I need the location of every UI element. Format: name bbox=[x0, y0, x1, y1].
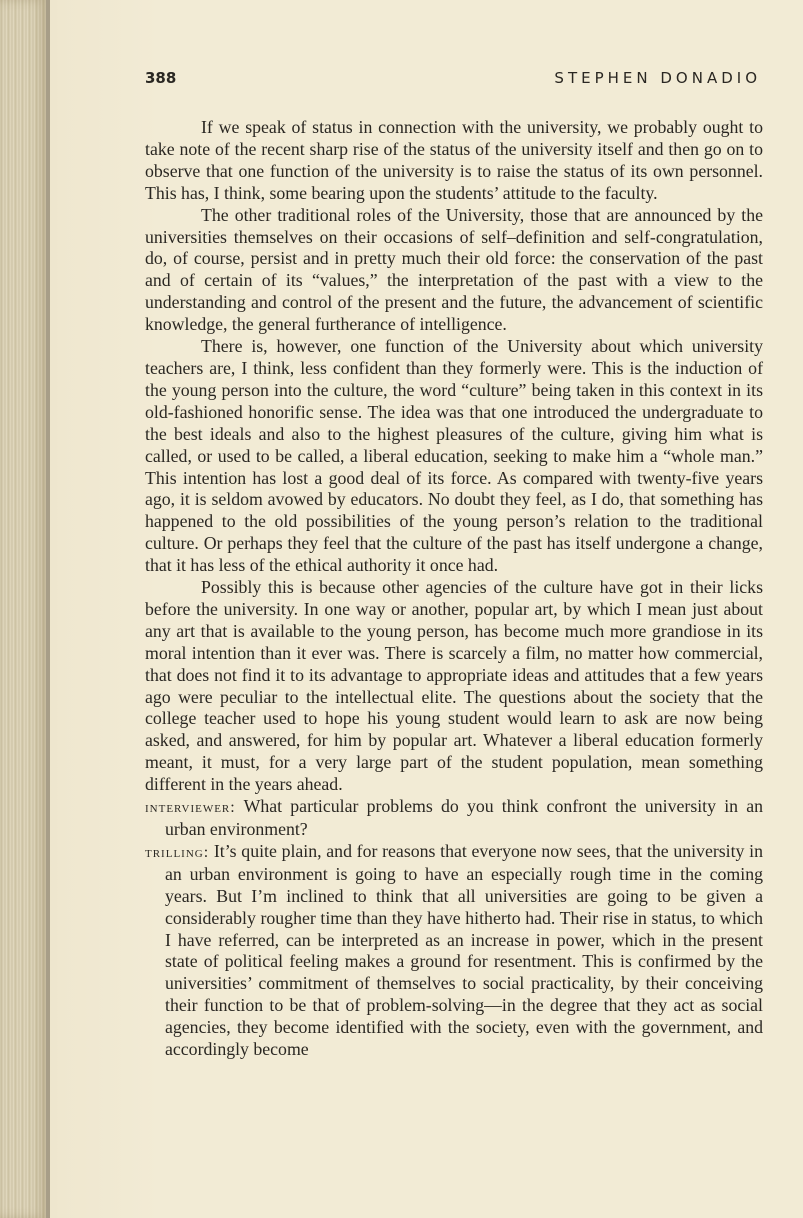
paragraph: If we speak of status in connection with the university, we probably ought to take note of the recent sharp rise of the status of the university itself and then go on to observe that one function of the university is to raise the status of its own personnel. This has, I think, some bearing upon the students’ attitude to the faculty. bbox=[145, 117, 763, 203]
running-head: STEPHEN DONADIO bbox=[554, 69, 761, 87]
body-text bbox=[145, 117, 763, 1061]
paragraph: The other traditional roles of the University, those that are announced by the universities themselves on their occasions of self–definition and self-congratulation, do, of course, persist and in pretty much their old force: the conservation of the past and of certain of its “values,” the interpretation of the past with a view to the understanding and control of the present and the future, the advancement of scientific knowledge, the general furtherance of intelligence. bbox=[145, 204, 763, 335]
trilling-answer bbox=[145, 841, 763, 1061]
page-header bbox=[145, 69, 761, 93]
book-binding bbox=[0, 0, 46, 1218]
question-text: What particular problems do you think confront the university in an urban environment? bbox=[165, 796, 764, 839]
page-number: 388 bbox=[145, 69, 177, 87]
interviewer-question bbox=[145, 796, 763, 841]
answer-text: It’s quite plain, and for reasons that everyone now sees, that the university in an urban environment is going to have an especially rough time in the coming years. But I’m inclined to think that all universities are going to be given a considerably rougher time than they have hitherto had. Their rise in status, to which I have referred, can be interpreted as an increase in power, which in the present state of political feeling makes a ground for resentment. This is confirmed by the universities’ commitment of themselves to social practicality, by their conceiving their function to be that of problem-solving—in the degree that they act as social agencies, they become identified with the society, even with the government, and accordingly become bbox=[165, 840, 763, 1060]
paragraph: There is, however, one function of the University about which university teachers are, I think, less confident than they formerly were. This is the induction of the young person into the culture, the word “culture” being taken in this context in its old-fashioned honorific sense. The idea was that one introduced the undergraduate to the best ideals and also to the highest pleasures of the culture, giving him what is called, or used to be called, a liberal education, seeking to make him a “whole man.” This intention has lost a good deal of its force. As compared with twenty-five years ago, it is seldom avowed by educators. No doubt they feel, as I do, that something has happened to the old possibilities of the young person’s relation to the traditional culture. Or perhaps they feel that the culture of the past has itself undergone a change, that it has less of the ethical authority it once had. bbox=[145, 336, 763, 576]
paragraph: Possibly this is because other agencies of the culture have got in their licks before the university. In one way or another, popular art, by which I mean just about any art that is available to the young person, has become much more grandiose in its moral intention than it ever was. There is scarcely a film, no matter how commercial, that does not find it to its advantage to appropriate ideas and attitudes that a few years ago were peculiar to the intellectual elite. The questions about the society that the college teacher used to hope his young student would learn to ask are now being asked, and answered, for him by popular art. Whatever a liberal education formerly meant, it must, for a very large part of the student population, mean something different in the years ahead. bbox=[145, 577, 763, 795]
speaker-label: trilling: bbox=[145, 843, 210, 861]
speaker-label: interviewer: bbox=[145, 799, 236, 817]
